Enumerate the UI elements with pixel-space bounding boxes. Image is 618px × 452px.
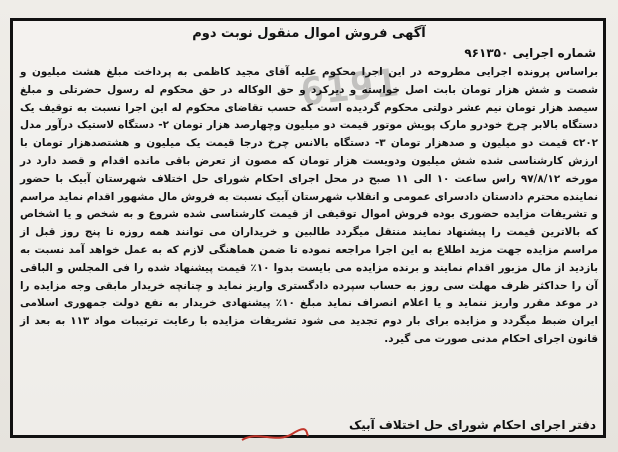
- notice-body: براساس پرونده اجرایی مطروحه در این اجرا محکوم علیه آقای مجید کاظمی به پرداخت مبلغ هشت میلیون و شصت و شش هزار تومان بابت اصل خواسته و دیرکرد و حق الوکاله در حق محکوم له رسول حضرتلی و مبلغ سیصد هزار تومان نیم عشر دولتی محکوم گردیده است که حسب تقاضای محکوم له این اجرا نسبت به توقیف یک دستگاه بالابر چرخ خودرو مارک پویش موتور قیمت دو میلیون وچهارصد هزار تومان ۲- دستگاه لاستیک درآور مدل c۲۰۲ قیمت دو میلیون و صدهزار تومان ۳- دستگاه بالانس چرخ درجا قیمت یک میلیون و هشتصدهزار تومان با ارزش کارشناسی شده شش میلیون ودویست هزار تومان که مصون از تعرض باقی مانده اقدام و قصد دارد در مورخه ۹۷/۸/۱۲ راس ساعت ۱۰ الی ۱۱ صبح در محل اجرای احکام شورای حل اختلاف شهرستان آبیک با حضور نماینده محترم دادستان دادسرای عمومی و انقلاب شهرستان آبیک نسبت به فروش مال مشهور اقدام نماید مراسم و تشریفات مزایده حضوری بوده فروش اموال توقیفی از قیمت کارشناسی شده شروع و به شخص و یا اشخاص که بالاترین قیمت را پیشنهاد نمایند منتقل میگردد طالبین و خریداران می توانند همه روزه تا پنج روز قبل از مراسم مزایده جهت مزید اطلاع به این اجرا مراجعه نموده تا ضمن هماهنگی لازم که به عمل خواهد آمد نسبت به بازدید از مال مزبور اقدام نمایند و برنده مزایده می بایست بدوا ۱۰٪ قیمت پیشنهاد شده را فی المجلس و الباقی آن را حداکثر ظرف مهلت سی روز به حساب سپرده دادگستری واریز نماید و چنانچه خریدار مابقی وجه مزایده را در موعد مقرر واریز ننماید و یا اعلام انصراف نماید مبلغ ۱۰٪ پیشنهادی خریدار به نفع دولت جمهوری اسلامی ایران ضبط میگردد و مزایده برای بار دوم تجدید می شود تشریفات مزایده با رعایت ترتیبات مواد ۱۱۳ به بعد از قانون اجرای احکام مدنی صورت می گیرد.: [20, 66, 599, 345]
- case-number: شماره اجرایی ۹۶۱۳۵۰: [464, 46, 596, 60]
- watermark-stamp: 6191: [298, 60, 403, 115]
- pen-stroke-mark: [240, 426, 310, 444]
- notice-title: آگهی فروش اموال منقول نوبت دوم: [192, 26, 426, 41]
- issuer-signature: دفتر اجرای احکام شورای حل اختلاف آبیک: [348, 418, 596, 432]
